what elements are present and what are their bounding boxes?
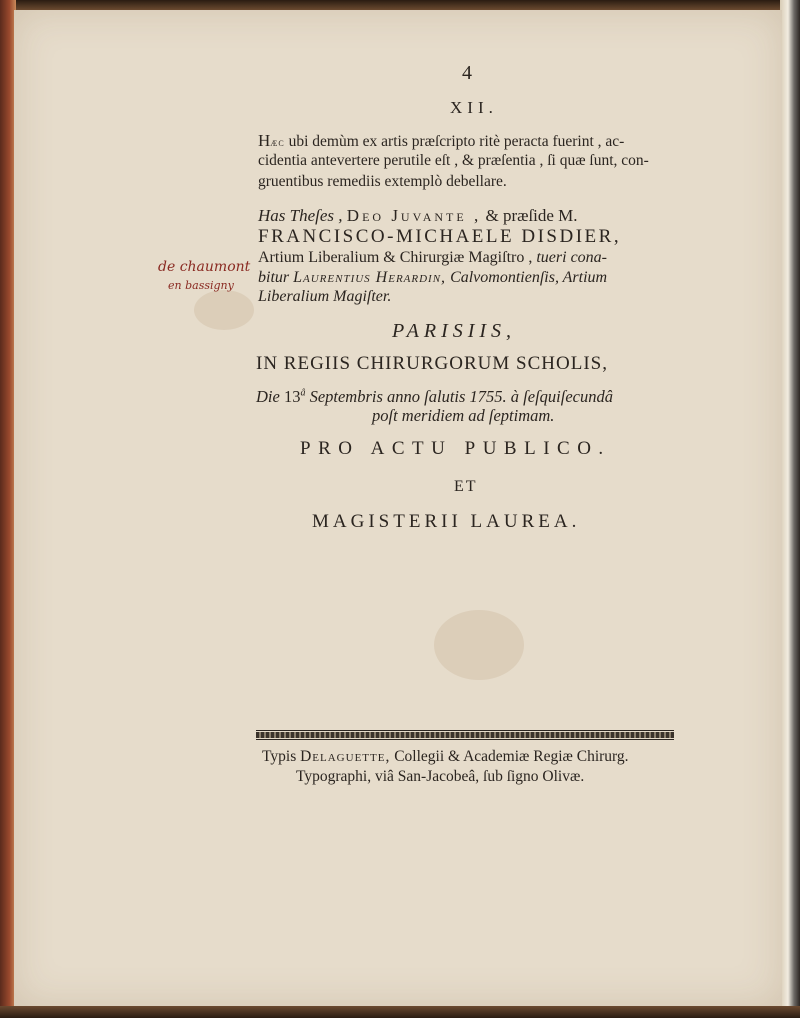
theses-line — [258, 270, 607, 286]
paper-stain — [434, 610, 524, 680]
place-heading: PARISIIS, — [392, 320, 517, 342]
deo-juvante: Deo Juvante , — [346, 206, 482, 225]
candidate-origin: Calvomontienſis, Artium — [450, 269, 608, 286]
candidate-name: Laurentius Herardin, — [293, 269, 447, 286]
drop-initial: H — [258, 131, 271, 150]
date-text: Septembris anno ſalutis 1755. à ſeſquiſecundâ — [309, 387, 613, 406]
margin-annotation: en bassigny — [168, 279, 234, 292]
paper-stain — [194, 290, 254, 330]
die-word: Die — [256, 387, 280, 406]
date-line: poſt meridiem ad ſeptimam. — [372, 406, 555, 425]
theses-line: Liberalium Magiſter. — [258, 288, 392, 305]
initial-rest: æc — [270, 135, 285, 149]
section-title: XII. — [450, 98, 498, 117]
theses-word: Theſes , — [289, 206, 343, 225]
theses-line — [258, 207, 578, 224]
et-word: ET — [454, 478, 478, 495]
page-number: 4 — [462, 62, 472, 84]
tueri-text: tueri cona- — [536, 249, 607, 266]
imprint-line — [262, 748, 629, 766]
venue-heading: IN REGIIS CHIRURGORUM SCHOLIS, — [256, 353, 608, 374]
theses-line — [258, 250, 607, 266]
praeside-text: & præſide M. — [485, 206, 578, 225]
magisterii-heading: MAGISTERII LAUREA. — [312, 511, 581, 532]
printer-name: Delaguette, — [300, 748, 391, 765]
praeses-name: FRANCISCO-MICHAELE DISDIER, — [258, 226, 622, 247]
praeses-title: Artium Liberalium & Chirurgiæ Magiſtro , — [258, 249, 533, 266]
imprint-line: Typographi, viâ San-Jacobeâ, ſub ſigno Olivæ. — [296, 768, 585, 785]
ornamental-rule — [256, 728, 674, 742]
book-edge-right — [780, 0, 800, 1018]
day-number: 13 — [283, 387, 301, 406]
paragraph-line: gruentibus remediis extemplò debellare. — [258, 173, 507, 190]
typis-word: Typis — [262, 748, 297, 765]
paragraph-line — [258, 132, 624, 150]
paragraph-text: ubi demùm ex artis præſcripto ritè peracta fuerint , ac- — [288, 133, 625, 150]
imprint-text: Collegii & Academiæ Regiæ Chirurg. — [394, 748, 629, 765]
book-edge-bottom — [0, 1006, 800, 1018]
day-superscript: â — [300, 387, 306, 399]
bitur-text: bitur — [258, 269, 290, 286]
date-line — [256, 387, 613, 407]
pro-actu-heading: PRO ACTU PUBLICO. — [300, 438, 611, 459]
theses-has: Has — [258, 206, 286, 225]
paragraph-line: cidentia antevertere perutile eſt , & præſentia , ſi quæ ſunt, con- — [258, 152, 649, 169]
margin-annotation: de chaumont — [158, 259, 251, 275]
book-edge-top — [0, 0, 800, 10]
